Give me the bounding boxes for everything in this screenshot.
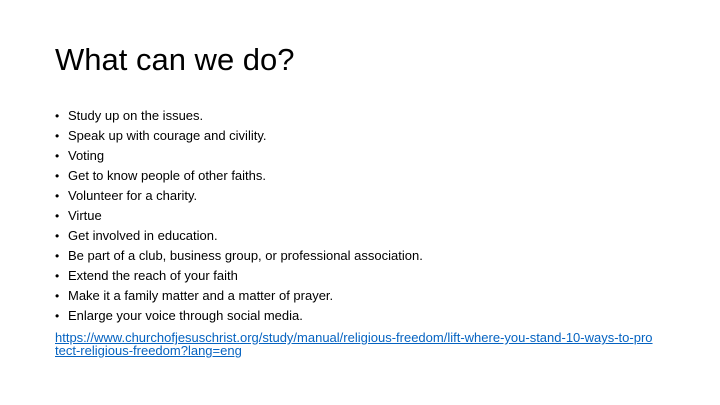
bullet-dot-icon: •: [55, 289, 60, 303]
bullet-item: [55, 246, 423, 266]
bullet-item: [55, 226, 423, 246]
bullet-text: Be part of a club, business group, or professional association.: [68, 248, 423, 263]
bullet-item: [55, 306, 423, 326]
bullet-text: Enlarge your voice through social media.: [68, 308, 303, 323]
bullet-item: [55, 186, 423, 206]
bullet-item: [55, 206, 423, 226]
bullet-dot-icon: •: [55, 249, 60, 263]
bullet-item: [55, 146, 423, 166]
bullet-text: Study up on the issues.: [68, 108, 204, 123]
bullet-item: [55, 106, 423, 126]
bullet-item: [55, 266, 423, 286]
bullet-text: Voting: [68, 148, 105, 163]
bullet-text: Get to know people of other faiths.: [68, 168, 267, 183]
bullet-dot-icon: •: [55, 189, 60, 203]
slide-title: What can we do?: [55, 42, 295, 77]
bullet-dot-icon: •: [55, 129, 60, 143]
bullet-text: Virtue: [68, 208, 102, 223]
bullet-dot-icon: •: [55, 169, 60, 183]
bullet-text: Extend the reach of your faith: [68, 268, 238, 283]
bullet-dot-icon: •: [55, 269, 60, 283]
source-link[interactable]: https://www.churchofjesuschrist.org/study/manual/religious-freedom/lift-where-you-stand-10-ways-to-protect-religious-freedom?lang=eng: [55, 330, 653, 358]
bullet-text: Get involved in education.: [68, 228, 218, 243]
bullet-dot-icon: •: [55, 229, 60, 243]
bullet-text: Make it a family matter and a matter of prayer.: [68, 288, 334, 303]
bullet-item: [55, 126, 423, 146]
bullet-dot-icon: •: [55, 309, 60, 323]
bullet-dot-icon: •: [55, 209, 60, 223]
bullet-list: [55, 106, 423, 326]
bullet-text: Volunteer for a charity.: [68, 188, 198, 203]
bullet-dot-icon: •: [55, 149, 60, 163]
bullet-dot-icon: •: [55, 109, 60, 123]
bullet-item: [55, 286, 423, 306]
bullet-text: Speak up with courage and civility.: [68, 128, 267, 143]
bullet-item: [55, 166, 423, 186]
